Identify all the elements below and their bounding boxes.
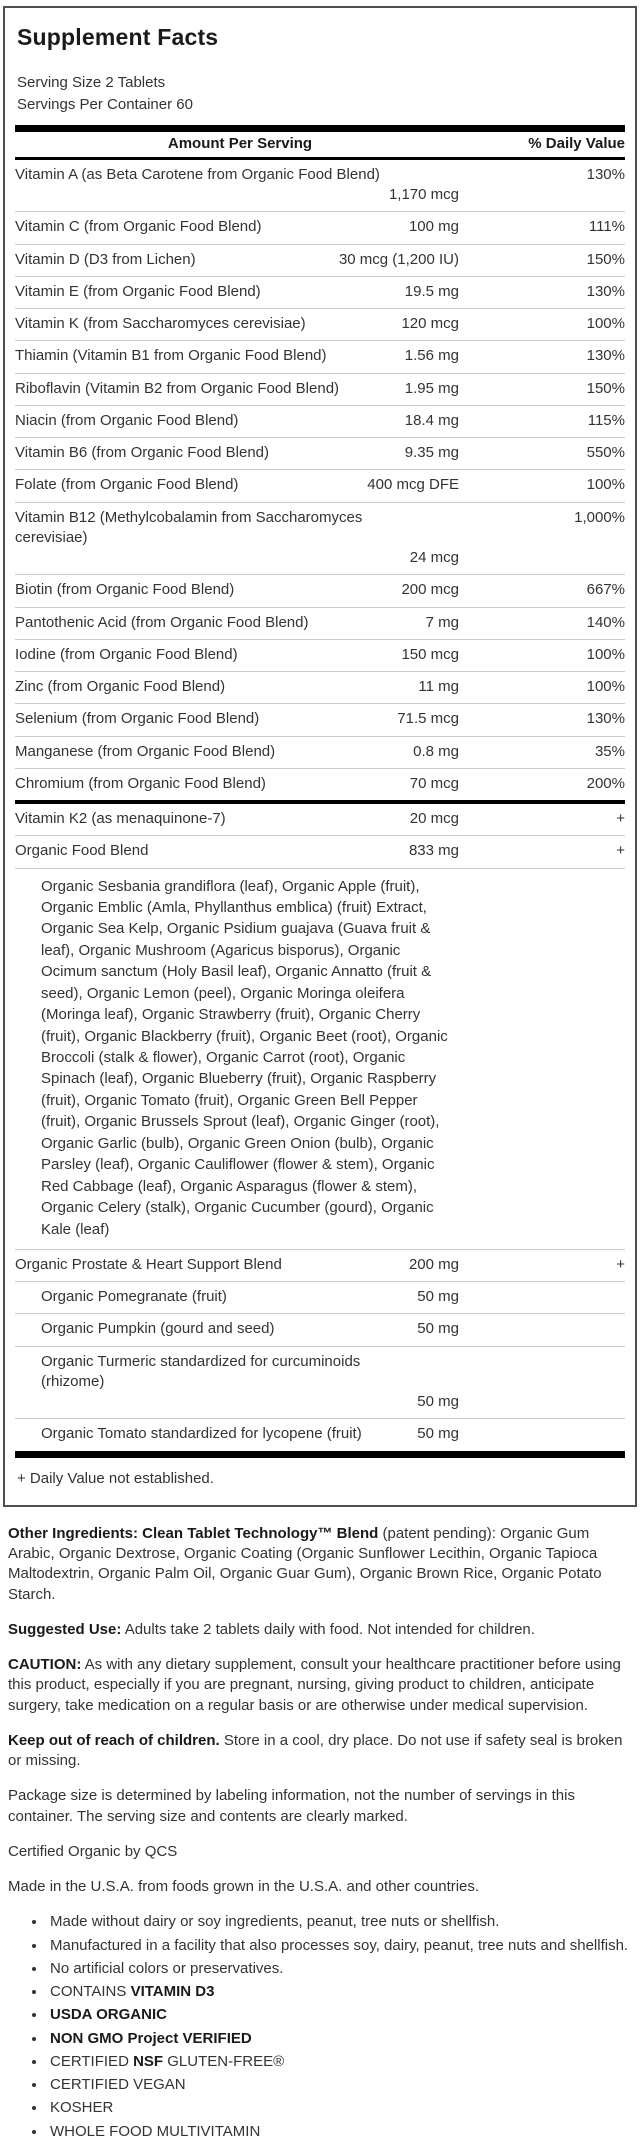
ingredient-daily-value: 100% — [586, 476, 625, 494]
bullet-text: CONTAINS — [50, 1983, 131, 2001]
supplement-row — [15, 160, 625, 212]
ingredient-amount: 50 mg — [417, 1425, 459, 1443]
supplement-row-main — [15, 1424, 465, 1444]
ingredient-amount: 24 mcg — [409, 549, 459, 567]
bullet-text-bold: NSF — [133, 2052, 164, 2070]
ingredient-daily-value: 130% — [586, 282, 625, 300]
ingredient-amount: 400 mcg DFE — [367, 476, 459, 494]
ingredient-daily-value: 667% — [586, 581, 625, 599]
ingredient-name: Vitamin D (D3 from Lichen) — [15, 250, 196, 268]
ingredient-amount: 0.8 mg — [413, 742, 459, 760]
supplement-row-main — [15, 709, 465, 729]
ingredient-name: Niacin (from Organic Food Blend) — [15, 411, 239, 429]
ingredient-name: Zinc (from Organic Food Blend) — [15, 678, 226, 696]
ingredient-amount: 50 mg — [417, 1288, 459, 1306]
ingredient-daily-value: 130% — [586, 710, 625, 728]
supplement-row — [15, 768, 625, 800]
supplement-row — [15, 340, 625, 372]
supplement-row — [15, 211, 625, 243]
ingredient-amount: 20 mcg — [409, 810, 459, 828]
supplement-row — [15, 405, 625, 437]
bullet-item — [47, 2005, 632, 2025]
ingredient-daily-value: 100% — [586, 678, 625, 696]
info-paragraph-bold: Keep out of reach of children. — [8, 1731, 220, 1749]
bullet-item — [47, 2075, 632, 2095]
bullet-item — [47, 1982, 632, 2002]
daily-value-footnote: + Daily Value not established. — [17, 1469, 214, 1487]
serving-size-line: Serving Size 2 Tablets — [17, 74, 166, 92]
ingredient-amount: 200 mg — [408, 1255, 459, 1273]
ingredient-daily-value: 140% — [586, 613, 625, 631]
supplement-row-main — [15, 282, 465, 302]
ingredient-amount: 71.5 mcg — [397, 710, 459, 728]
info-paragraph-bold: Other Ingredients: Clean Tablet Technology™ Blend — [8, 1524, 379, 1542]
thick-divider-bottom — [15, 1451, 625, 1458]
supplement-row — [15, 574, 625, 606]
info-paragraph-text: Store in a cool, dry place. Do not use if safety seal is broken or missing. — [8, 1731, 623, 1770]
supplement-row-main — [15, 1352, 465, 1413]
ingredient-amount: 833 mg — [408, 842, 459, 860]
supplement-row — [15, 1249, 625, 1281]
supplement-row-main — [15, 1319, 465, 1339]
info-paragraphs — [8, 1524, 632, 1898]
bullet-item — [47, 2052, 632, 2072]
ingredient-amount: 30 mcg (1,200 IU) — [338, 250, 459, 268]
supplement-row-main — [15, 580, 465, 600]
ingredient-daily-value: + — [616, 810, 625, 828]
ingredient-name: Riboflavin (Vitamin B2 from Organic Food Blend) — [15, 379, 340, 397]
supplement-row-main — [15, 475, 465, 495]
ingredient-amount: 50 mg — [417, 1393, 459, 1411]
facts-header-row — [15, 132, 625, 157]
info-paragraph-text: Made in the U.S.A. from foods grown in the U.S.A. and other countries. — [8, 1878, 480, 1896]
bullet-item — [47, 1959, 632, 1979]
supplement-row — [15, 736, 625, 768]
amount-per-serving-header: Amount Per Serving — [167, 134, 313, 152]
supplement-row — [15, 1346, 625, 1419]
bullet-text: WHOLE FOOD MULTIVITAMIN — [50, 2122, 261, 2140]
supplement-row-main — [15, 809, 465, 829]
bullet-text: Made without dairy or soy ingredients, peanut, tree nuts or shellfish. — [50, 1913, 500, 1931]
supplement-facts-panel — [3, 6, 637, 1507]
bullet-text: GLUTEN-FREE® — [163, 2052, 285, 2070]
ingredient-name: Chromium (from Organic Food Blend) — [15, 774, 266, 792]
info-paragraph — [8, 1786, 632, 1827]
supplement-row — [15, 804, 625, 835]
ingredient-name: Thiamin (Vitamin B1 from Organic Food Blend) — [15, 347, 327, 365]
bullet-item — [47, 1912, 632, 1932]
info-paragraph — [8, 1842, 632, 1862]
ingredient-name: Folate (from Organic Food Blend) — [15, 476, 239, 494]
ingredient-name: Organic Food Blend — [15, 842, 149, 860]
ingredient-daily-value: 100% — [586, 315, 625, 333]
thick-divider-top — [15, 125, 625, 132]
info-paragraph — [8, 1620, 632, 1640]
info-paragraph-bold: Suggested Use: — [8, 1620, 122, 1638]
ingredient-daily-value: 150% — [586, 250, 625, 268]
info-paragraph-text: Adults take 2 tablets daily with food. Not intended for children. — [121, 1620, 535, 1638]
supplement-row — [15, 639, 625, 671]
ingredient-amount: 50 mg — [417, 1320, 459, 1338]
supplement-row — [15, 835, 625, 867]
bullet-text: CERTIFIED VEGAN — [50, 2076, 186, 2094]
ingredient-name: Vitamin C (from Organic Food Blend) — [15, 218, 262, 236]
ingredient-name: Organic Pumpkin (gourd and seed) — [41, 1320, 275, 1338]
info-paragraph — [8, 1731, 632, 1772]
ingredient-daily-value: 100% — [586, 645, 625, 663]
supplement-row — [15, 1418, 625, 1450]
ingredient-daily-value: 200% — [586, 774, 625, 792]
ingredient-name: Iodine (from Organic Food Blend) — [15, 645, 238, 663]
ingredient-name: Vitamin A (as Beta Carotene from Organic Food Blend) — [15, 165, 380, 183]
ingredient-daily-value: 130% — [586, 165, 625, 183]
ingredient-daily-value: 130% — [586, 347, 625, 365]
ingredient-name: Vitamin B12 (Methylcobalamin from Saccharomyces cerevisiae) — [15, 508, 363, 546]
supplement-row — [15, 308, 625, 340]
supplement-row-main — [15, 677, 465, 697]
supplement-row — [15, 437, 625, 469]
bullet-text: KOSHER — [50, 2099, 114, 2117]
ingredient-daily-value: 1,000% — [574, 508, 625, 526]
product-info-section — [8, 1524, 632, 2142]
ingredient-amount: 9.35 mg — [404, 444, 459, 462]
ingredient-daily-value: + — [616, 1255, 625, 1273]
ingredient-name: Selenium (from Organic Food Blend) — [15, 710, 260, 728]
supplement-row — [15, 607, 625, 639]
ingredient-daily-value: 550% — [586, 444, 625, 462]
info-paragraph — [8, 1524, 632, 1605]
facts-rows — [15, 160, 625, 1451]
supplement-row-main — [15, 314, 465, 334]
ingredient-name: Organic Tomato standardized for lycopene (fruit) — [41, 1425, 362, 1443]
ingredient-daily-value: 35% — [594, 742, 625, 760]
supplement-row — [15, 671, 625, 703]
supplement-row — [15, 1313, 625, 1345]
supplement-facts-title: Supplement Facts — [17, 24, 219, 50]
info-paragraph-text: Package size is determined by labeling information, not the number of servings in this container. The serving size and contents are clearly marked. — [8, 1787, 575, 1825]
info-paragraph-bold: CAUTION: — [8, 1656, 82, 1674]
supplement-row-main — [15, 774, 465, 794]
ingredient-amount: 1.56 mg — [404, 347, 459, 365]
ingredient-name: Vitamin K2 (as menaquinone-7) — [15, 810, 226, 828]
ingredient-name: Vitamin E (from Organic Food Blend) — [15, 282, 261, 300]
supplement-row-main — [15, 250, 465, 270]
ingredient-name: Vitamin B6 (from Organic Food Blend) — [15, 444, 269, 462]
supplement-row-main — [15, 443, 465, 463]
bullet-text-bold: VITAMIN D3 — [130, 1983, 215, 2001]
servings-per-container-line: Servings Per Container 60 — [17, 96, 193, 114]
supplement-row-main — [15, 1287, 465, 1307]
supplement-row-main — [15, 1255, 465, 1275]
bullet-text: CERTIFIED — [50, 2052, 134, 2070]
supplement-row — [15, 1281, 625, 1313]
supplement-row-main — [15, 742, 465, 762]
info-paragraph — [8, 1655, 632, 1716]
ingredient-name: Organic Prostate & Heart Support Blend — [15, 1255, 282, 1273]
supplement-row-main — [15, 217, 465, 237]
bullet-item — [47, 2122, 632, 2142]
info-paragraph-text: As with any dietary supplement, consult your healthcare practitioner before using this product, especially if you are pregnant, nursing, giving product to children, anticipate surgery, take medication on a regular basis or are otherwise under medical supervision. — [8, 1656, 621, 1714]
ingredient-amount: 1.95 mg — [404, 379, 459, 397]
ingredient-amount: 7 mg — [425, 613, 459, 631]
supplement-row-main — [15, 346, 465, 366]
supplement-row — [15, 373, 625, 405]
ingredient-name: Organic Pomegranate (fruit) — [41, 1288, 227, 1306]
supplement-row — [15, 703, 625, 735]
ingredient-daily-value: 150% — [586, 379, 625, 397]
product-bullets — [8, 1912, 632, 2142]
ingredient-amount: 1,170 mcg — [388, 186, 459, 204]
supplement-row — [15, 502, 625, 575]
ingredient-name: Manganese (from Organic Food Blend) — [15, 742, 276, 760]
supplement-row-main — [15, 841, 465, 861]
ingredient-amount: 200 mcg — [401, 581, 459, 599]
daily-value-header: % Daily Value — [528, 134, 625, 152]
bullet-text-bold: USDA ORGANIC — [50, 2006, 167, 2024]
ingredient-amount: 70 mcg — [409, 774, 459, 792]
ingredient-amount: 11 mg — [418, 678, 459, 696]
bullet-item — [47, 1936, 632, 1956]
info-paragraph — [8, 1877, 632, 1897]
ingredient-daily-value: + — [616, 842, 625, 860]
ingredient-name: Vitamin K (from Saccharomyces cerevisiae) — [15, 315, 306, 333]
supplement-row — [15, 244, 625, 276]
supplement-row-main — [15, 411, 465, 431]
ingredient-amount: 120 mcg — [401, 315, 459, 333]
ingredient-name: Pantothenic Acid (from Organic Food Blend) — [15, 613, 309, 631]
ingredient-daily-value: 115% — [587, 411, 625, 429]
supplement-row-main — [15, 508, 465, 569]
info-paragraph-text: (patent pending): Organic Gum Arabic, Organic Dextrose, Organic Coating (Organic Sunflower Lecithin, Organic Tapioca Maltodextrin, Organic Palm Oil, Organic Guar Gum), Organic Brown Rice, Organic Potato Starch. — [8, 1524, 602, 1603]
ingredient-amount: 19.5 mg — [404, 282, 459, 300]
ingredient-daily-value: 111% — [588, 218, 625, 236]
ingredient-name: Organic Turmeric standardized for curcuminoids (rhizome) — [41, 1352, 361, 1390]
supplement-row — [15, 469, 625, 501]
bullet-item — [47, 2029, 632, 2049]
supplement-row-main — [15, 379, 465, 399]
bullet-text-bold: NON GMO Project VERIFIED — [50, 2029, 252, 2047]
supplement-row-main — [15, 645, 465, 665]
supplement-row-main — [15, 613, 465, 633]
blend-ingredients-text: Organic Sesbania grandiflora (leaf), Organic Apple (fruit), Organic Emblic (Amla, Phyllanthus emblica) (fruit) Extract, Organic Sea Kelp, Organic Psidium guajava (Guava fruit & leaf), Organic Mushroom (Agaricus bisporus), Organic Ocimum sanctum (Holy Basil leaf), Organic Annatto (fruit & seed), Organic Lemon (peel), Organic Moringa oleifera (Moringa leaf), Organic Strawberry (fruit), Organic Cherry (fruit), Organic Blackberry (fruit), Organic Beet (root), Organic Broccoli (stalk & flower), Organic Carrot (root), Organic Spinach (leaf), Organic Blueberry (fruit), Organic Raspberry (fruit), Organic Tomato (fruit), Organic Green Bell Pepper (fruit), Organic Brussels Sprout (leaf), Organic Ginger (root), Organic Garlic (bulb), Organic Green Onion (bulb), Organic Parsley (leaf), Organic Cauliflower (flower & stem), Organic Red Cabbage (leaf), Organic Asparagus (flower & stem), Organic Celery (stalk), Organic Cucumber (gourd), Organic Kale (leaf) — [15, 868, 625, 1249]
ingredient-amount: 100 mg — [408, 218, 459, 236]
ingredient-amount: 18.4 mg — [404, 411, 459, 429]
supplement-row-main — [15, 165, 465, 206]
bullet-text: Manufactured in a facility that also processes soy, dairy, peanut, tree nuts and shellfish. — [50, 1936, 629, 1954]
ingredient-name: Biotin (from Organic Food Blend) — [15, 581, 235, 599]
bullet-text: No artificial colors or preservatives. — [50, 1959, 284, 1977]
ingredient-amount: 150 mcg — [401, 645, 459, 663]
supplement-row — [15, 276, 625, 308]
info-paragraph-text: Certified Organic by QCS — [8, 1842, 178, 1860]
bullet-item — [47, 2098, 632, 2118]
